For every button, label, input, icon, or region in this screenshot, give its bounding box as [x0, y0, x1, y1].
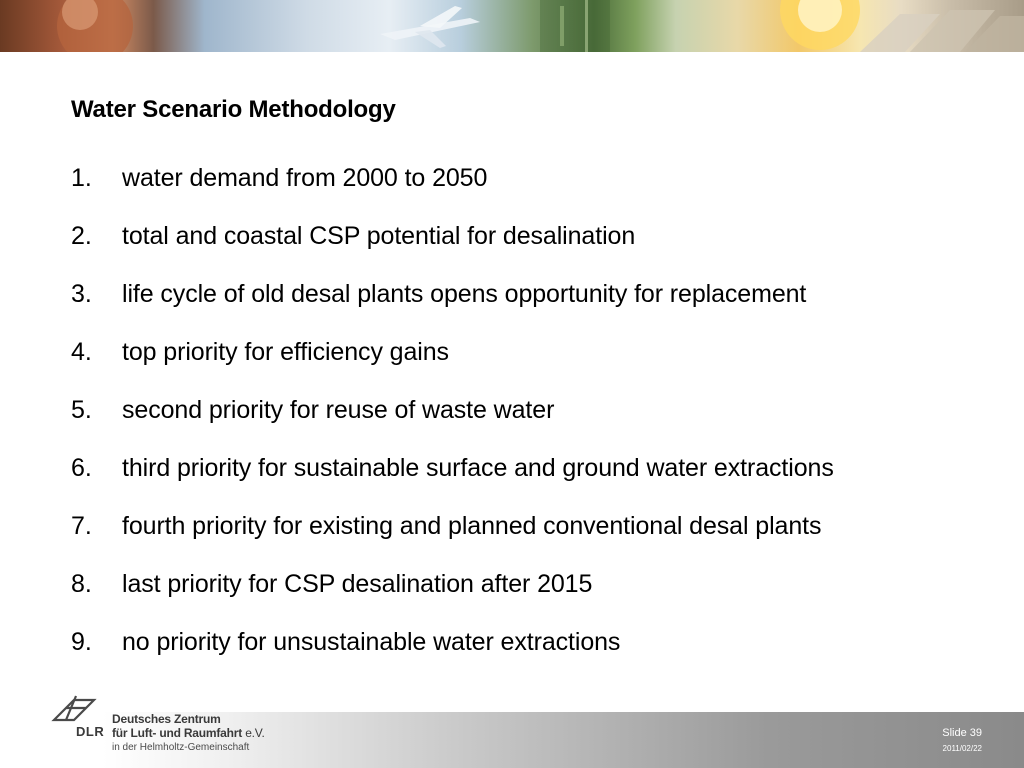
- list-item: [71, 160, 834, 218]
- dlr-abbreviation: DLR: [76, 724, 105, 739]
- item-number: 5.: [71, 396, 92, 424]
- item-text: last priority for CSP desalination after 2015: [122, 570, 593, 598]
- item-number: 8.: [71, 570, 92, 598]
- list-item: [71, 508, 834, 566]
- item-text: no priority for unsustainable water extractions: [122, 628, 621, 656]
- item-number: 2.: [71, 222, 92, 250]
- banner-graphic: [0, 0, 1024, 52]
- list-item: [71, 566, 834, 624]
- org-line-1: Deutsches Zentrum: [112, 712, 221, 726]
- list-item: [71, 624, 834, 682]
- list-item: [71, 392, 834, 450]
- slide-date: 2011/02/22: [942, 744, 982, 753]
- org-line-3: in der Helmholtz-Gemeinschaft: [112, 742, 250, 753]
- item-text: life cycle of old desal plants opens opportunity for replacement: [122, 280, 807, 308]
- item-text: water demand from 2000 to 2050: [122, 164, 488, 192]
- item-number: 3.: [71, 280, 92, 308]
- org-line-2: [112, 726, 265, 740]
- banner-image: [0, 0, 1024, 52]
- item-number: 7.: [71, 512, 92, 540]
- list-item: [71, 450, 834, 508]
- item-number: 4.: [71, 338, 92, 366]
- item-number: 6.: [71, 454, 92, 482]
- org-line-2-suffix: e.V.: [245, 726, 265, 740]
- item-number: 9.: [71, 628, 92, 656]
- item-text: top priority for efficiency gains: [122, 338, 449, 366]
- slide-number: Slide 39: [942, 727, 982, 739]
- item-text: third priority for sustainable surface and ground water extractions: [122, 454, 834, 482]
- item-text: second priority for reuse of waste water: [122, 396, 555, 424]
- item-text: fourth priority for existing and planned conventional desal plants: [122, 512, 822, 540]
- slide-title: Water Scenario Methodology: [71, 96, 396, 123]
- item-number: 1.: [71, 164, 92, 192]
- list-item: [71, 276, 834, 334]
- organization-name: [112, 712, 265, 756]
- list-item: [71, 218, 834, 276]
- methodology-list: [71, 160, 834, 682]
- list-item: [71, 334, 834, 392]
- item-text: total and coastal CSP potential for desalination: [122, 222, 636, 250]
- org-line-2-text: für Luft- und Raumfahrt: [112, 726, 243, 740]
